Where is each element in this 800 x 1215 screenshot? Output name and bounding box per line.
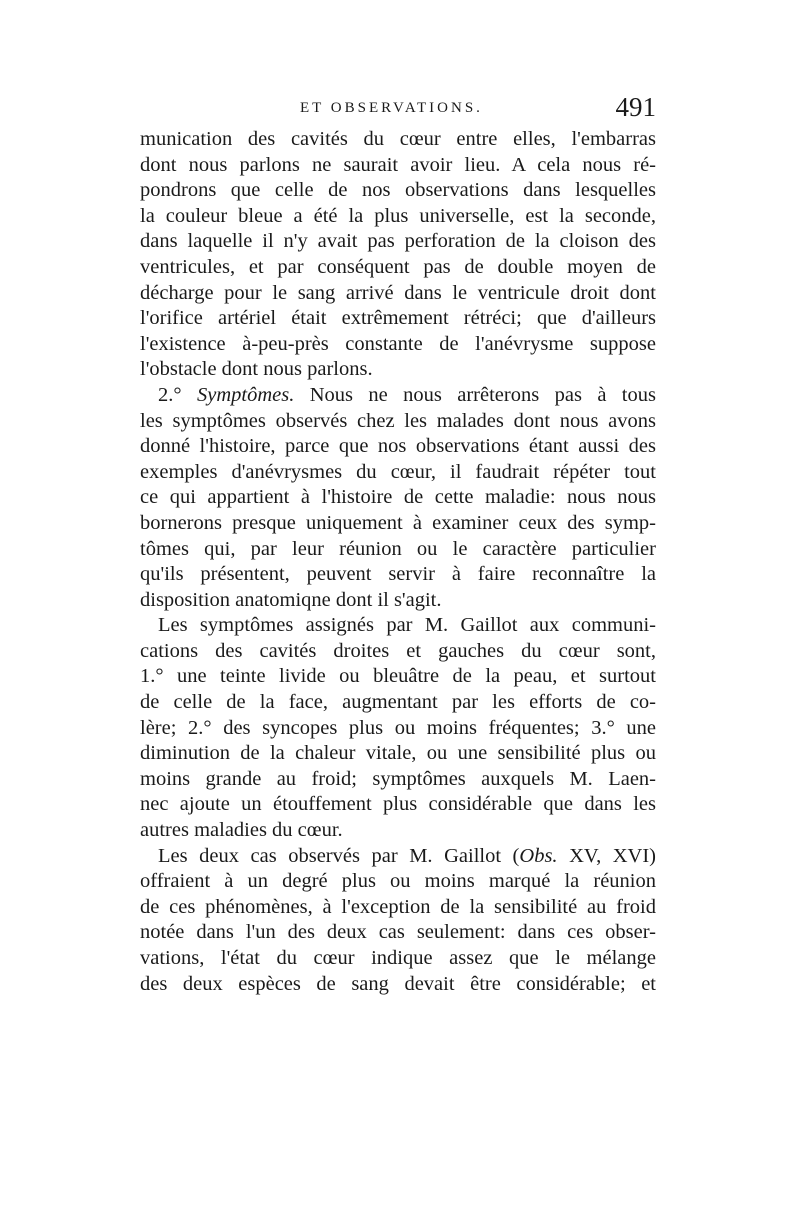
text-line-segment: vations, l'état du cœur indique assez que le mélange	[140, 947, 656, 969]
text-line	[140, 588, 656, 614]
italic-text: Obs.	[519, 844, 558, 867]
text-line-segment: donné l'histoire, parce que nos observations étant aussi des	[140, 435, 656, 458]
text-line-segment: Les deux cas observés par M. Gaillot (	[158, 844, 520, 867]
text-line	[140, 204, 656, 230]
page-number: 491	[615, 92, 656, 122]
text-line	[140, 818, 656, 844]
text-line-segment: dont nous parlons ne saurait avoir lieu. A cela nous ré-	[140, 153, 656, 176]
text-line-segment: de celle de la face, augmentant par les efforts de co-	[140, 691, 656, 714]
italic-text: Symptômes.	[196, 383, 295, 406]
text-line-segment: exemples d'anévrysmes du cœur, il faudrait répéter tout	[140, 460, 656, 483]
text-line	[140, 511, 656, 537]
text-line-segment: des deux espèces de sang devait être considérable; et	[140, 972, 656, 995]
text-line	[140, 869, 656, 895]
text-line-segment: diminution de la chaleur vitale, ou une sensibilité plus ou	[140, 742, 656, 765]
text-line-segment: décharge pour le sang arrivé dans le ventricule droit dont	[140, 281, 656, 304]
text-line	[140, 613, 656, 639]
text-line-segment: l'orifice artériel était extrêmement rétréci; que d'ailleurs	[140, 307, 656, 330]
text-line	[140, 485, 656, 511]
text-line-segment: nec ajoute un étouffement plus considérable que dans les	[140, 793, 656, 816]
text-line	[140, 562, 656, 588]
text-line	[140, 537, 656, 563]
running-head	[140, 92, 656, 128]
text-line-segment: ventricules, et par conséquent pas de double moyen de	[140, 255, 656, 278]
text-line-segment: disposition anatomiqne dont il s'agit.	[140, 588, 442, 611]
text-line-segment: cations des cavités droites et gauches du cœur sont,	[140, 639, 656, 662]
text-line	[140, 255, 656, 281]
text-line-segment: Les symptômes assignés par M. Gaillot aux communi-	[158, 614, 656, 637]
text-line	[140, 127, 656, 153]
text-line	[140, 946, 656, 972]
text-line-segment: l'existence à-peu-près constante de l'anévrysme suppose	[140, 332, 656, 355]
text-line	[140, 741, 656, 767]
text-line	[140, 153, 656, 179]
text-line	[140, 409, 656, 435]
text-line-segment: pondrons que celle de nos observations dans lesquelles	[140, 179, 656, 202]
text-line	[140, 306, 656, 332]
text-line	[140, 383, 656, 409]
text-line-segment: moins grande au froid; symptômes auxquels M. Laen-	[140, 767, 656, 790]
text-line-segment: dans laquelle il n'y avait pas perforation de la cloison des	[140, 230, 656, 253]
text-line-segment: les symptômes observés chez les malades dont nous avons	[140, 409, 656, 432]
text-line-segment: 1.° une teinte livide ou bleuâtre de la peau, et surtout	[140, 665, 656, 688]
text-line-segment: de ces phénomènes, à l'exception de la sensibilité au froid	[140, 895, 656, 918]
text-line-segment: notée dans l'un des deux cas seulement: dans ces obser-	[140, 921, 656, 944]
text-line-segment: lère; 2.° des syncopes plus ou moins fréquentes; 3.° une	[140, 716, 656, 739]
text-line	[140, 639, 656, 665]
running-title: ET OBSERVATIONS.	[300, 100, 483, 116]
text-line	[140, 664, 656, 690]
text-line	[140, 281, 656, 307]
text-line	[140, 972, 656, 998]
text-line	[140, 434, 656, 460]
text-line-segment: qu'ils présentent, peuvent servir à faire reconnaître la	[140, 563, 656, 586]
text-line-segment: autres maladies du cœur.	[140, 819, 343, 842]
text-line	[140, 716, 656, 742]
text-line	[140, 767, 656, 793]
text-line	[140, 178, 656, 204]
text-line-segment: Nous ne nous arrêterons pas à tous	[294, 383, 656, 406]
text-line	[140, 357, 656, 383]
text-line	[140, 792, 656, 818]
text-line	[140, 460, 656, 486]
text-line	[140, 920, 656, 946]
text-line	[140, 690, 656, 716]
text-line-segment: offraient à un degré plus ou moins marqué la réunion	[140, 870, 656, 893]
text-line-segment: munication des cavités du cœur entre elles, l'embarras	[140, 128, 656, 150]
text-line-segment: l'obstacle dont nous parlons.	[140, 358, 373, 381]
text-line-segment: XV, XVI)	[557, 844, 656, 867]
text-line	[140, 895, 656, 921]
text-line-segment: bornerons presque uniquement à examiner ceux des symp-	[140, 511, 656, 534]
body-text	[140, 127, 656, 997]
text-line-segment: 2.°	[158, 383, 197, 406]
text-line	[140, 332, 656, 358]
text-line-segment: tômes qui, par leur réunion ou le caractère particulier	[140, 537, 656, 560]
text-line	[140, 229, 656, 255]
text-line-segment: ce qui appartient à l'histoire de cette maladie: nous nous	[140, 486, 656, 509]
text-line-segment: la couleur bleue a été la plus universelle, est la seconde,	[140, 204, 656, 227]
text-line	[140, 844, 656, 870]
